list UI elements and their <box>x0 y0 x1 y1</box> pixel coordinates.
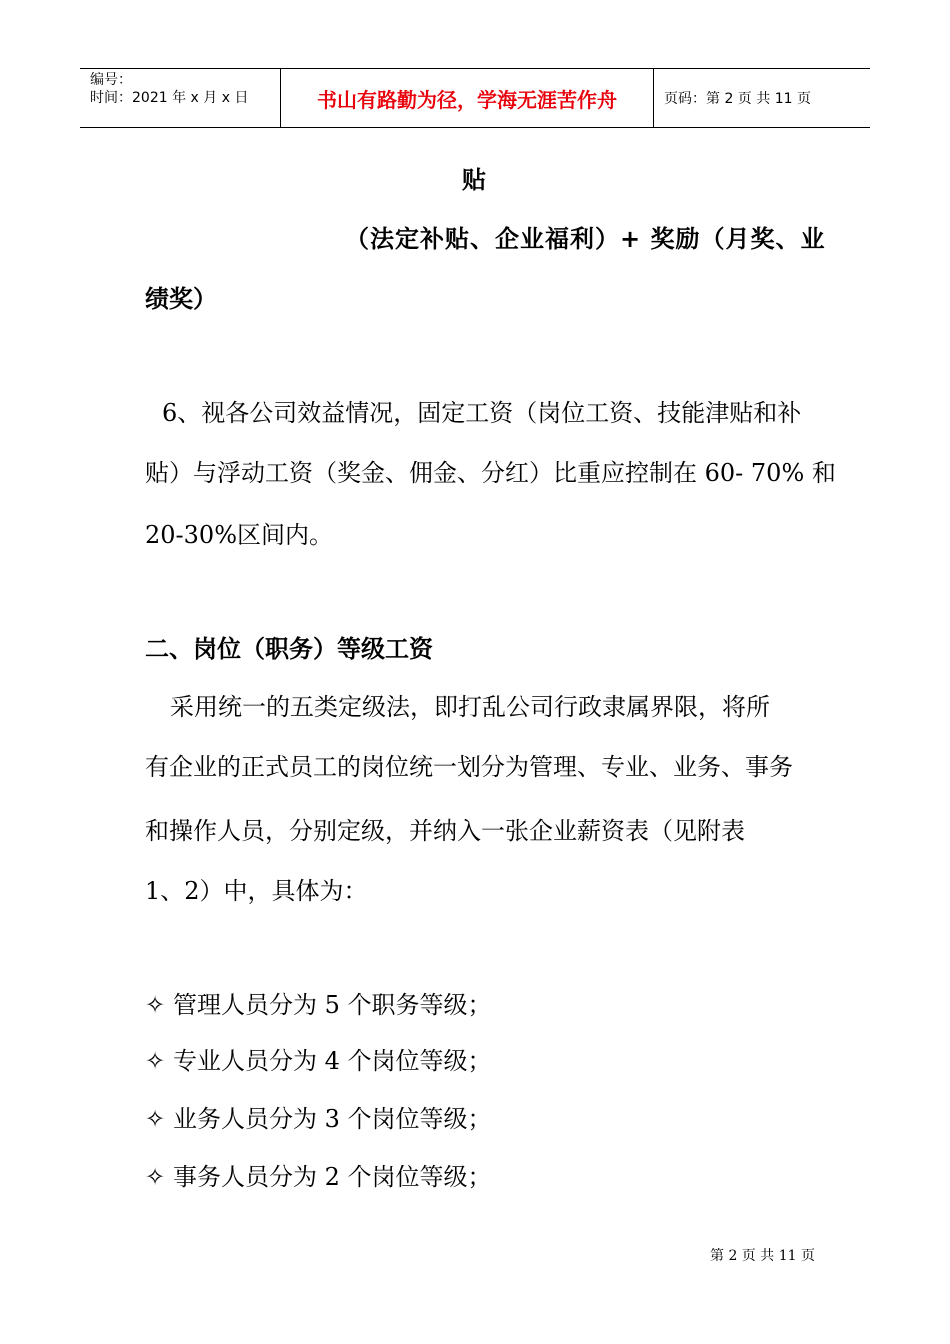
list-item <box>145 1046 492 1076</box>
header-left-cell <box>80 69 281 127</box>
list-item <box>145 1162 492 1192</box>
para6-line-1: 6、视各公司效益情况，固定工资（岗位工资、技能津贴和补 <box>162 399 802 427</box>
star-bullet-icon: ✧ <box>145 991 166 1019</box>
intro-line-4: 1、2）中，具体为： <box>145 877 368 905</box>
star-bullet-icon: ✧ <box>145 1105 166 1133</box>
para6-line-2: 贴）与浮动工资（奖金、佣金、分红）比重应控制在 60- 70% 和 <box>145 459 836 487</box>
intro-line-3: 和操作人员，分别定级，并纳入一张企业薪资表（见附表 <box>145 817 745 845</box>
para6-line-3: 20-30%区间内。 <box>145 521 333 549</box>
continued-line-3: 绩奖） <box>145 285 217 313</box>
number-label: 编号： <box>90 72 132 88</box>
page-header <box>80 68 870 128</box>
header-motto: 书山有路勤为径，学海无涯苦作舟 <box>281 69 654 127</box>
time-label: 时间：2021 年 x 月 x 日 <box>90 90 249 106</box>
page-footer: 第 2 页 共 11 页 <box>710 1248 815 1264</box>
section-title: 二、岗位（职务）等级工资 <box>145 635 433 663</box>
star-bullet-icon: ✧ <box>145 1047 166 1075</box>
list-item-text: 业务人员分为 3 个岗位等级； <box>173 1105 492 1133</box>
list-item-text: 事务人员分为 2 个岗位等级； <box>173 1163 492 1191</box>
intro-line-1: 采用统一的五类定级法，即打乱公司行政隶属界限，将所 <box>170 693 770 721</box>
list-item-text: 管理人员分为 5 个职务等级； <box>173 991 492 1019</box>
list-item <box>145 1104 492 1134</box>
header-page-info: 页码：第 2 页 共 11 页 <box>664 91 811 107</box>
continued-line-2: （法定补贴、企业福利）+ 奖励（月奖、业 <box>345 225 826 253</box>
list-item <box>145 990 492 1020</box>
continued-line-1: 贴 <box>462 166 486 194</box>
star-bullet-icon: ✧ <box>145 1163 166 1191</box>
intro-line-2: 有企业的正式员工的岗位统一划分为管理、专业、业务、事务 <box>145 753 793 781</box>
list-item-text: 专业人员分为 4 个岗位等级； <box>173 1047 492 1075</box>
